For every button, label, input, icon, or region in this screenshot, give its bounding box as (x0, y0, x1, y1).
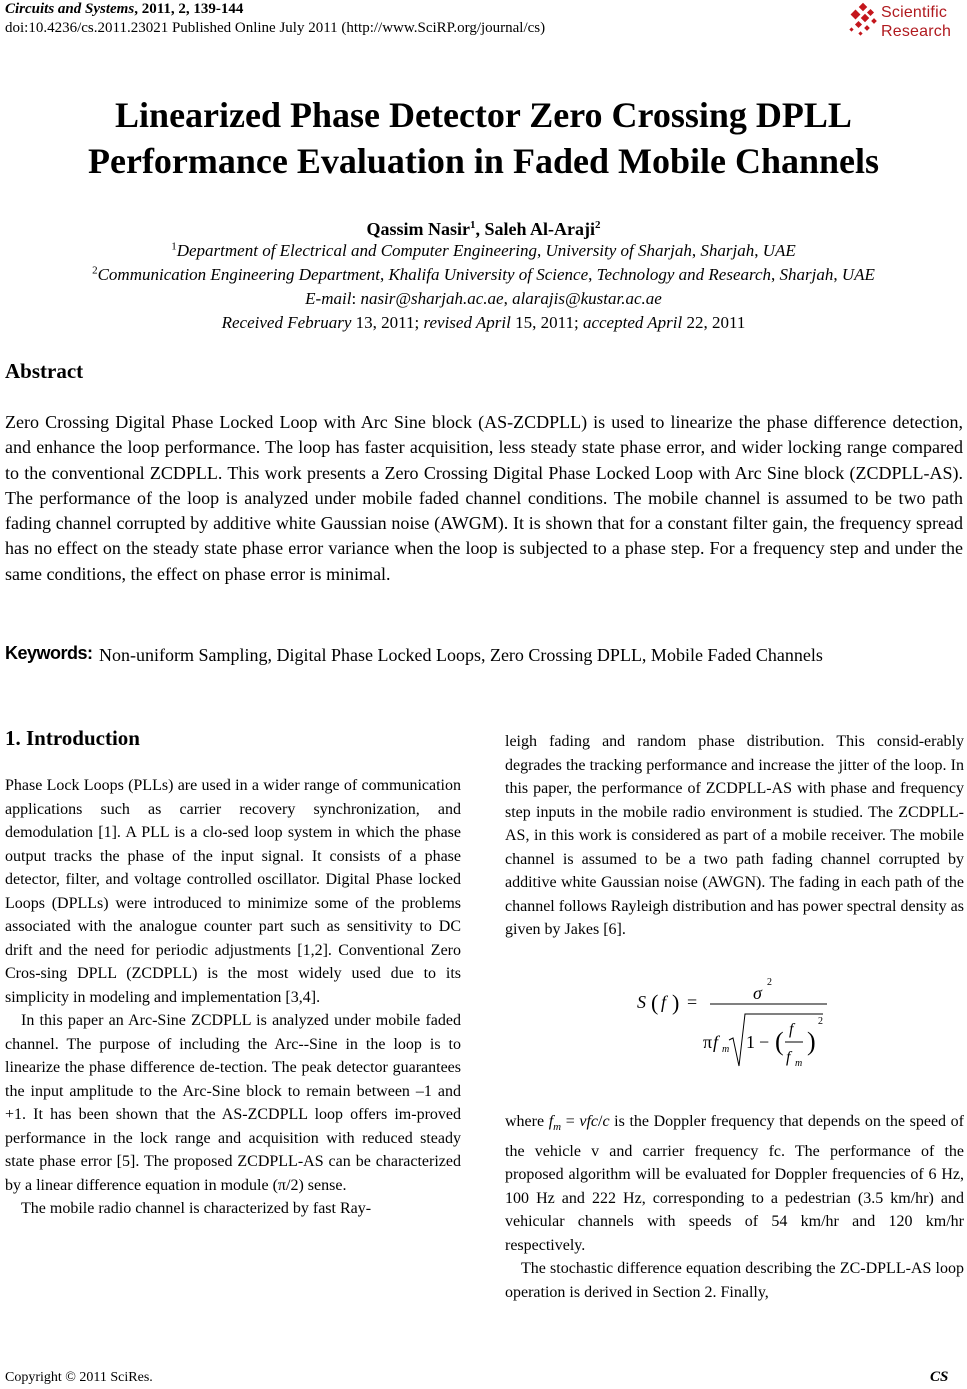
eq-den-f: f (786, 1049, 791, 1066)
author-list: Qassim Nasir$^1$, Saleh Al-Araji$^2$ (366, 219, 601, 239)
logo-line-2: Research (881, 23, 952, 40)
title-line-1: Linearized Phase Detector Zero Crossing DPLL (115, 95, 852, 135)
eq-sigma-sq: 2 (767, 977, 772, 988)
eq-sigma: σ (753, 983, 762, 1003)
right-column-top (505, 730, 964, 942)
logo-line-1: Scientific (881, 4, 948, 21)
title-line-2: Performance Evaluation in Faded Mobile Channels (88, 141, 879, 181)
eq-lparen: ( (651, 990, 659, 1015)
intro-paragraph-1: Phase Lock Loops (PLLs) are used in a wider range of communication applications such as carrier recovery synchronization, and demodulation [1]. A PLL is a clo-sed loop system in which the phase output tracks the phase of the input signal. It consists of a phase detector, filter, and voltage controlled oscillator. Digital Phase locked Loops (DPLLs) were introduced to minimize some of the problems associated with the analogue counter part such as sensitivity to DC drift and the need for periodic adjustments [1,2]. Conventional Zero Cros-sing DPLL (ZCDPLL) is the most widely used due to its simplicity in modeling and implementation [3,4]. (5, 777, 461, 1006)
email-1[interactable]: nasir@sharjah.ac.ae (360, 289, 504, 308)
eq-rparen: ) (672, 990, 680, 1015)
author-2: Saleh Al-Araji (484, 219, 595, 239)
doi-line: doi:10.4236/cs.2011.23021 Published Online July 2011 (http://www.SciRP.org/journal/cs) (5, 20, 546, 36)
affiliation-2: $^2$Communication Engineering Department, Khalifa University of Science, Technology and Research, Sharjah, UAE (92, 264, 875, 284)
equation-psd (505, 972, 964, 1097)
keywords-text: Non-uniform Sampling, Digital Phase Locked Loops, Zero Crossing DPLL, Mobile Faded Channels (99, 645, 823, 665)
eq-rparen-2: ) (807, 1027, 816, 1056)
paper-title (0, 92, 967, 184)
eq-inner-sq: 2 (818, 1016, 823, 1027)
eq-equals: = (687, 992, 698, 1012)
eq-lparen-2: ( (775, 1027, 784, 1056)
abstract-text: Zero Crossing Digital Phase Locked Loop with Arc Sine block (AS-ZCDPLL) is used to linearize the phase difference detection, and enhance the loop performance. The loop has faster acquisition, less steady state phase error, and wider locking range compared to the conventional ZCDPLL. This work presents a Zero Crossing Digital Phase Locked Loop with Arc Sine block (ZCDPLL-AS). The performance of the loop is analyzed under mobile faded channel conditions. The mobile channel is assumed to be two path fading channel corrupted by additive white Gaussian noise (AWGM). It is shown that for a constant filter gain, the frequency spread has no effect on the steady state phase error variance when the loop is subjected to a phase step. For a frequency step and under the same conditions, the effect on phase error is minimal. (5, 412, 963, 584)
eq-fm-sub: m (722, 1044, 730, 1055)
intro-paragraph-5: The stochastic difference equation describing the ZC-DPLL-AS loop operation is derived in Section 2. Finally, (505, 1260, 964, 1301)
eq-one: 1 (746, 1032, 755, 1052)
email-line: E-mail: nasir@sharjah.ac.ae, alarajis@kustar.ac.ae (305, 289, 662, 308)
eq-num-f: f (789, 1021, 794, 1038)
affiliation-1: $^1$Department of Electrical and Computer Engineering, University of Sharjah, Sharjah, UAE (171, 240, 796, 260)
dates-line: Received February 13, 2011; revised April 15, 2011; accepted April 22, 2011 (221, 313, 746, 332)
doppler-paragraph: where $f_m = vfc/c$ is the Doppler frequency that depends on the speed of the vehicle v and carrier frequency fc. The performance of the proposed algorithm will be evaluated for Doppler frequencies of 6 Hz, 100 Hz and 222 Hz, corresponding to a pedestrian (3.5 km/hr) and vehicular channels with speeds of 54 km/hr and 120 km/hr respectively. (505, 1113, 964, 1254)
left-column (5, 774, 461, 1221)
eq-fm: f (713, 1032, 719, 1052)
intro-paragraph-3-cont: leigh fading and random phase distribution. This consid-erably degrades the tracking performance and increase the jitter of the loop. In this paper, the performance of ZCDPLL-AS with phase and frequency step inputs in the mobile radio environment is studied. The ZCDPLL-AS, in this work is considered as part of a mobile receiver. The mobile channel is assumed to be a two path fading channel corrupted by additive white Gaussian noise (AWGN). The fading in each path of the channel follows Rayleigh distribution and has power spectral density as given by Jakes [6]. (505, 733, 965, 938)
journal-volume: , 2011, 2, 139-144 (134, 1, 244, 17)
email-2[interactable]: alarajis@kustar.ac.ae (512, 289, 662, 308)
eq-den-sub: m (795, 1058, 803, 1069)
intro-paragraph-3: The mobile radio channel is characterized by fast Ray- (21, 1200, 372, 1217)
author-1: Qassim Nasir (366, 219, 470, 239)
eq-minus: − (759, 1032, 770, 1052)
eq-f: f (661, 992, 667, 1012)
keywords-label: Keywords: (5, 643, 93, 663)
right-column-bottom (505, 1110, 964, 1304)
eq-pi: π (703, 1032, 713, 1052)
equation-graphic (505, 972, 964, 1097)
logo-mark-icon (848, 2, 880, 44)
abstract-heading: Abstract (5, 359, 84, 383)
publisher-logo (848, 2, 966, 46)
footer-copyright: Copyright © 2011 SciRes. (5, 1370, 153, 1385)
journal-name: Circuits and Systems (5, 1, 135, 17)
section-heading-introduction: 1. Introduction (5, 726, 140, 750)
eq-S: S (637, 992, 646, 1012)
intro-paragraph-2: In this paper an Arc-Sine ZCDPLL is analyzed under mobile faded channel. The purpose of including the Arc--Sine in the loop is to linearize the phase difference de-tection. The peak detector guarantees the input amplitude to the Arc-Sine block to remain between –1 and +1. It has been shown that the AS-ZCDPLL loop offers im-proved performance in the lock range and acquisition with reduced steady state phase error [5]. The proposed ZCDPLL-AS can be characterized by a linear difference equation in module (π/2) sense. (5, 1012, 461, 1194)
journal-citation (5, 0, 243, 19)
footer-journal-abbr: CS (930, 1369, 949, 1385)
